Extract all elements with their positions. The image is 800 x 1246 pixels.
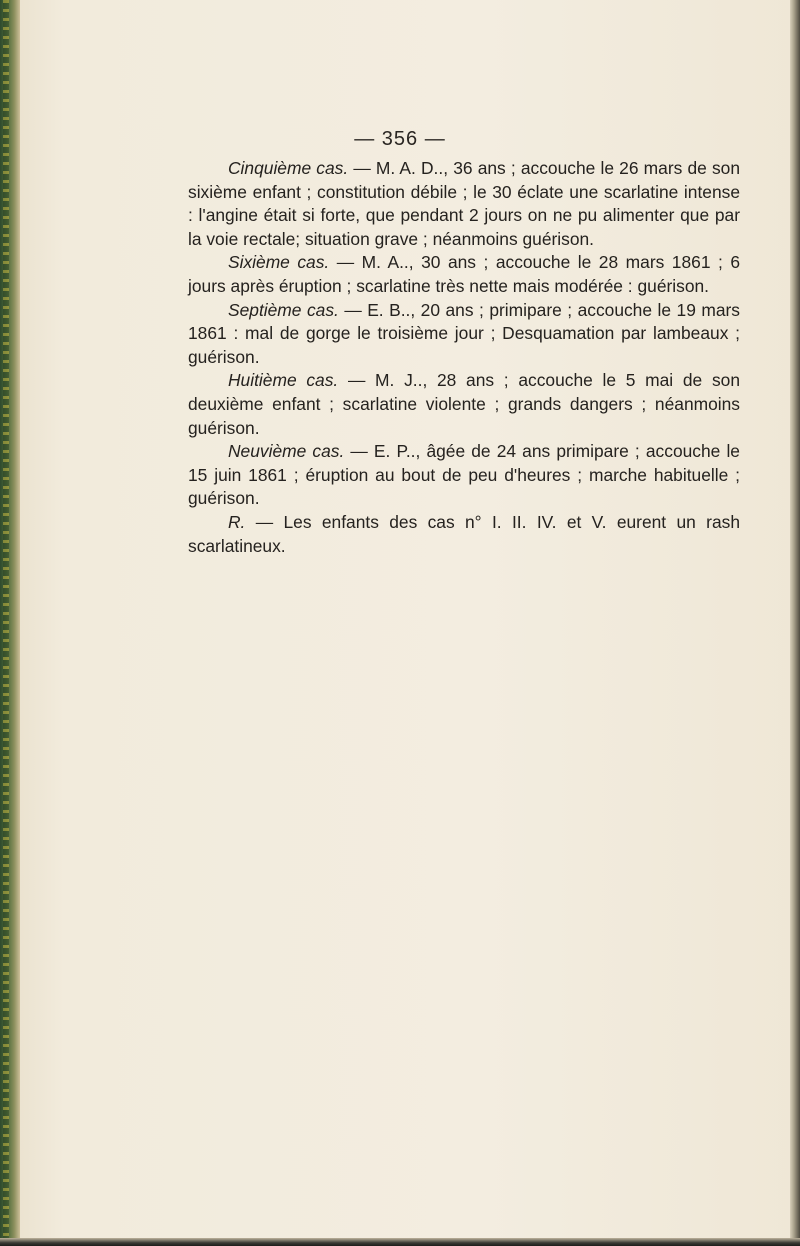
case-text: — E. B.., 20 ans ; primipare ; accouche le 19 mars 1861 : mal de gorge le troisième jour ; Desquamation par lambeaux ; guérison. — [188, 299, 740, 367]
page-bottom-edge — [0, 1238, 800, 1246]
case-heading: Huitième cas. — [228, 370, 339, 391]
case-heading: Septième cas. — [228, 299, 339, 320]
case-paragraph-5 — [188, 157, 740, 251]
case-paragraph-9 — [188, 440, 740, 511]
remark-heading: R. — [228, 511, 246, 532]
remark-paragraph — [188, 511, 740, 558]
case-text: — M. A. D.., 36 ans ; accouche le 26 mars de son sixième enfant ; constitution débile ; le 30 éclate une scarlatine intense : l'angine était si forte, que pendant 2 jours on ne pu alimenter que par la voie rectale; situation grave ; néanmoins guérison. — [188, 158, 740, 249]
case-text: — M. A.., 30 ans ; accouche le 28 mars 1861 ; 6 jours après éruption ; scarlatine très nette mais modérée : guérison. — [188, 252, 740, 296]
page-number: — 356 — — [354, 128, 446, 150]
case-heading: Neuvième cas. — [228, 441, 345, 462]
case-paragraph-6 — [188, 251, 740, 298]
body-text — [188, 157, 740, 558]
case-paragraph-8 — [188, 369, 740, 440]
remark-text: — Les enfants des cas n° I. II. IV. et V. eurent un rash scarlatineux. — [188, 511, 740, 556]
case-paragraph-7 — [188, 299, 740, 370]
case-heading: Sixième cas. — [228, 252, 330, 273]
case-heading: Cinquième cas. — [228, 158, 349, 178]
page-right-edge — [790, 0, 800, 1246]
case-text: — M. J.., 28 ans ; accouche le 5 mai de son deuxième enfant ; scarlatine violente ; grands dangers ; néanmoins guérison. — [188, 370, 740, 438]
book-binding-edge — [0, 0, 20, 1246]
case-text: — E. P.., âgée de 24 ans primipare ; accouche le 15 juin 1861 ; éruption au bout de peu d'heures ; marche habituelle ; guérison. — [188, 441, 740, 509]
